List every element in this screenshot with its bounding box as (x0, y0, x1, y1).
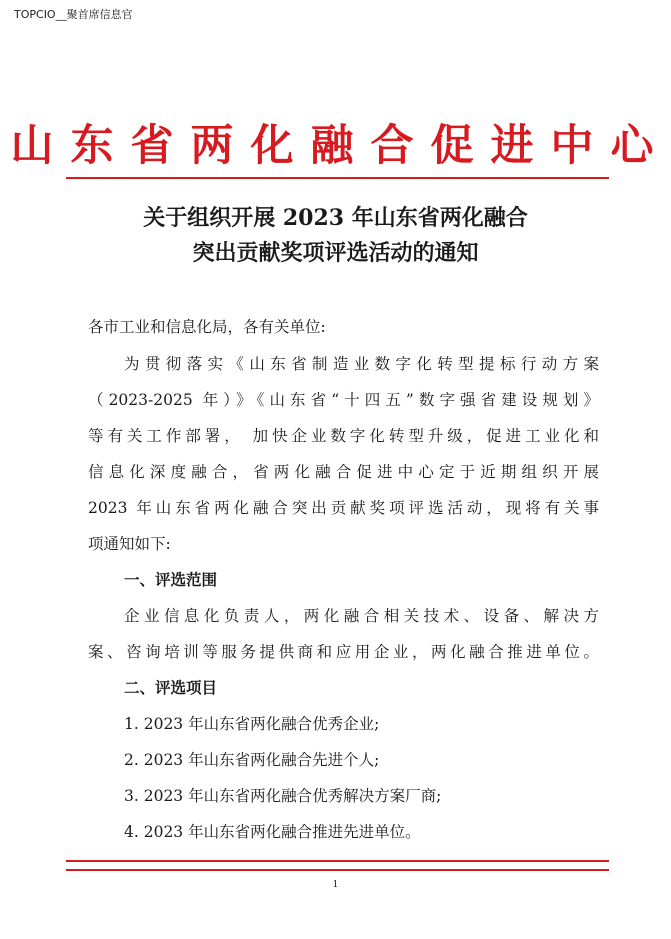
paragraph-line: （2023-2025 年）》《山东省“十四五”数字强省建设规划》 (88, 391, 599, 409)
section-heading-scope: 一、评选范围 (124, 571, 218, 589)
section-heading-items: 二、评选项目 (124, 679, 218, 697)
header-divider (66, 177, 609, 179)
paragraph-line: 等有关工作部署， 加快企业数字化转型升级，促进工业化和 (88, 427, 599, 445)
paragraph-line: 信息化深度融合，省两化融合促进中心定于近期组织开展 (88, 463, 599, 481)
list-item: 4. 2023 年山东省两化融合推进先进单位。 (124, 823, 421, 841)
paragraph-line: 2023 年山东省两化融合突出贡献奖项评选活动，现将有关事 (88, 499, 599, 517)
paragraph-line: 项通知如下: (88, 535, 171, 553)
document-title-line-1: 关于组织开展 2023 年山东省两化融合 (143, 205, 528, 231)
paragraph-line: 为贯彻落实《山东省制造业数字化转型提标行动方案 (124, 355, 599, 373)
footer-divider-lower (66, 869, 609, 871)
list-item: 1. 2023 年山东省两化融合优秀企业; (124, 715, 380, 733)
list-item: 3. 2023 年山东省两化融合优秀解决方案厂商; (124, 787, 442, 805)
list-item: 2. 2023 年山东省两化融合先进个人; (124, 751, 380, 769)
watermark-label: TOPCIO__聚首席信息官 (14, 8, 133, 21)
paragraph-line: 企业信息化负责人，两化融合相关技术、设备、解决方 (124, 607, 599, 625)
organization-header: 山东省两化融合促进中心 (10, 121, 671, 171)
salutation: 各市工业和信息化局，各有关单位: (88, 318, 326, 336)
footer-divider-upper (66, 860, 609, 862)
page-number: 1 (332, 880, 339, 890)
paragraph-line: 案、咨询培训等服务提供商和应用企业，两化融合推进单位。 (88, 643, 599, 661)
document-title-line-2: 突出贡献奖项评选活动的通知 (192, 240, 479, 266)
